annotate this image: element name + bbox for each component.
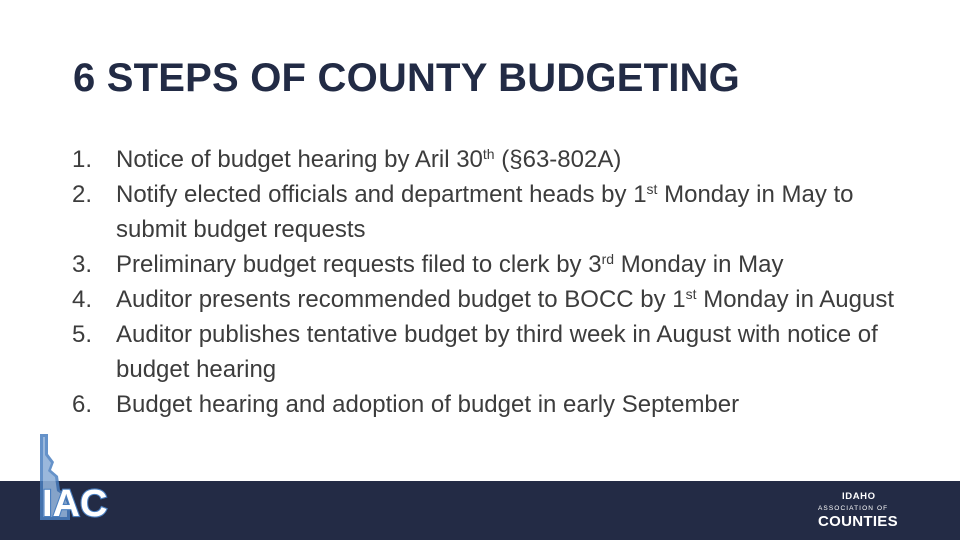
step-number: 6.	[72, 391, 93, 418]
steps-list	[72, 142, 902, 422]
logo-line-counties: COUNTIES	[818, 513, 898, 530]
step-text: Preliminary budget requests filed to clerk by 3	[116, 251, 602, 278]
slide-title: 6 STEPS OF COUNTY BUDGETING	[73, 56, 740, 100]
iac-logo-text: IAC	[42, 483, 108, 524]
step-number: 5.	[72, 321, 93, 348]
step-superscript: rd	[601, 251, 615, 267]
step-superscript: st	[646, 181, 658, 197]
list-item	[72, 282, 902, 317]
association-logo	[818, 491, 914, 530]
step-number: 2.	[72, 181, 93, 208]
list-item	[72, 142, 902, 177]
step-superscript: th	[482, 146, 495, 162]
logo-line-idaho: IDAHO	[842, 491, 876, 502]
logo-line-association: ASSOCIATION OF	[818, 505, 889, 512]
step-text-end: Monday in May	[614, 251, 784, 278]
iac-logo	[36, 432, 126, 524]
step-text-end: Monday in May to submit budget requests	[116, 181, 854, 243]
step-text: Notify elected officials and department heads by 1	[116, 181, 647, 208]
list-item	[72, 177, 902, 247]
step-number: 4.	[72, 286, 93, 313]
list-item	[72, 387, 902, 422]
footer-bar	[0, 481, 960, 540]
list-item	[72, 247, 902, 282]
step-text: Budget hearing and adoption of budget in early September	[116, 391, 740, 418]
step-text-end: Monday in August	[696, 286, 894, 313]
step-text: Auditor presents recommended budget to BOCC by 1	[116, 286, 686, 313]
step-number: 3.	[72, 251, 93, 278]
step-superscript: st	[685, 286, 697, 302]
step-number: 1.	[72, 146, 93, 173]
step-text: Auditor publishes tentative budget by third week in August with notice of budget hearing	[116, 321, 878, 383]
step-text: Notice of budget hearing by Aril 30	[116, 146, 483, 173]
list-item	[72, 317, 902, 387]
step-text-end: (§63-802A)	[494, 146, 622, 173]
